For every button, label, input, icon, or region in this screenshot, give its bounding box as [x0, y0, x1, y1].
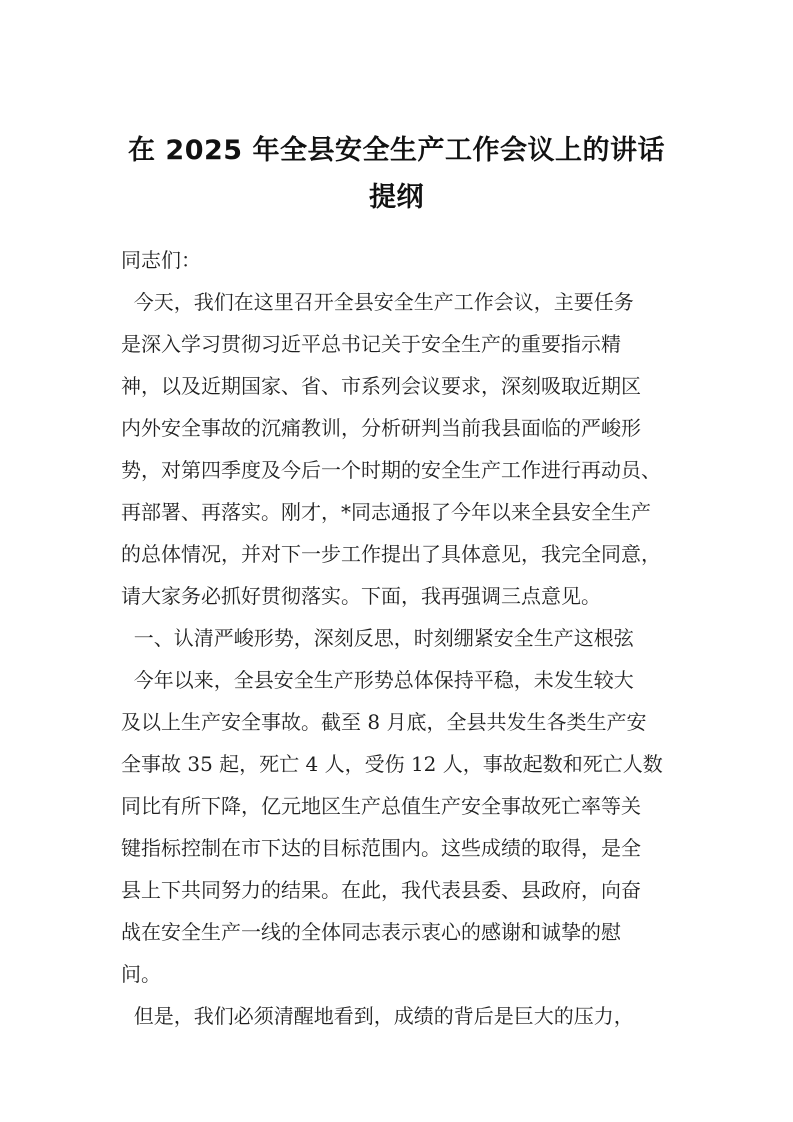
- body-line: 全事故 35 起，死亡 4 人，受伤 12 人，事故起数和死亡人数: [121, 752, 663, 776]
- body-line: 请大家务必抓好贯彻落实。下面，我再强调三点意见。: [121, 584, 601, 608]
- body-line: 神，以及近期国家、省、市系列会议要求，深刻吸取近期区: [121, 374, 641, 398]
- body-line: 今天，我们在这里召开全县安全生产工作会议，主要任务: [121, 290, 634, 314]
- body-line: 及以上生产安全事故。截至 8 月底，全县共发生各类生产安: [121, 710, 647, 734]
- body-line: 但是，我们必须清醒地看到，成绩的背后是巨大的压力，: [121, 1004, 634, 1028]
- document-title-line-2: 提纲: [369, 182, 424, 213]
- body-line: 今年以来，全县安全生产形势总体保持平稳，未发生较大: [121, 668, 634, 692]
- section-heading: 一、认清严峻形势，深刻反思，时刻绷紧安全生产这根弦: [121, 626, 634, 650]
- body-line: 同比有所下降，亿元地区生产总值生产安全事故死亡率等关: [121, 794, 641, 818]
- body-line: 战在安全生产一线的全体同志表示衷心的感谢和诚挚的慰: [121, 920, 621, 944]
- body-line: 的总体情况，并对下一步工作提出了具体意见，我完全同意，: [121, 542, 661, 566]
- document-title-line-1: 在 2025 年全县安全生产工作会议上的讲话: [128, 135, 665, 166]
- salutation: 同志们：: [121, 248, 201, 272]
- body-line: 势，对第四季度及今后一个时期的安全生产工作进行再动员、: [121, 458, 661, 482]
- body-line: 内外安全事故的沉痛教训，分析研判当前我县面临的严峻形: [121, 416, 641, 440]
- body-line: 县上下共同努力的结果。在此，我代表县委、县政府，向奋: [121, 878, 641, 902]
- body-line: 再部署、再落实。刚才，*同志通报了今年以来全县安全生产: [121, 500, 651, 524]
- body-line: 问。: [121, 962, 161, 986]
- body-line: 是深入学习贯彻习近平总书记关于安全生产的重要指示精: [121, 332, 621, 356]
- body-line: 键指标控制在市下达的目标范围内。这些成绩的取得，是全: [121, 836, 641, 860]
